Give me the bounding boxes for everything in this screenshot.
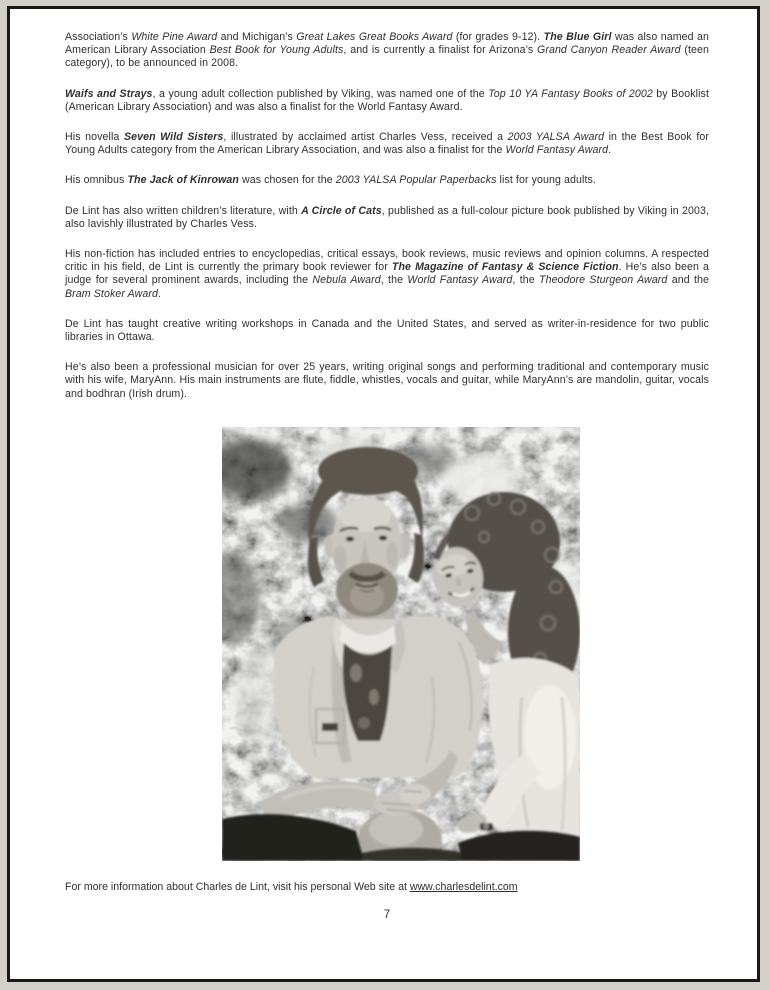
text-run: (teen category), to be announced in 2008. <box>65 44 709 70</box>
text-run: , and is currently a finalist for Arizona’s <box>343 44 537 57</box>
document-page <box>7 6 760 982</box>
photo-image <box>222 427 580 861</box>
text-run: was chosen for the <box>238 174 336 187</box>
paragraph <box>65 88 709 114</box>
text-run: Waifs and Strays <box>65 87 153 100</box>
text-run: 2003 YALSA Popular Paperbacks <box>335 174 497 187</box>
text-run: Grand Canyon Reader Award <box>536 44 681 57</box>
text-run: De Lint has also written children’s literature, with <box>65 204 302 217</box>
paragraph <box>65 318 709 344</box>
text-run: World Fantasy Award <box>407 274 513 287</box>
text-run: De Lint has taught creative writing workshops in Canada and the United States, and served as writer-in-residence for two public libraries in Ottawa. <box>65 317 709 344</box>
text-run: Best Book for Young Adults <box>209 44 344 57</box>
text-run: Nebula Award <box>312 274 381 287</box>
text-run: , the <box>512 274 539 287</box>
text-run: 2003 YALSA Award <box>507 131 605 144</box>
text-run: His omnibus <box>65 174 128 187</box>
text-run: . <box>157 287 162 300</box>
paragraph <box>65 31 709 71</box>
text-run: His non-fiction has included entries to encyclopedias, critical essays, book reviews, music reviews and opinion columns. A respected critic in his field, de Lint is currently the primary book reviewer for <box>65 248 709 274</box>
text-run: , a young adult collection published by Viking, was named one of the <box>152 87 489 100</box>
website-link[interactable]: www.charlesdelint.com <box>409 880 518 893</box>
footer-text: For more information about Charles de Lint, visit his personal Web site at <box>65 880 410 893</box>
paragraphs <box>65 31 709 401</box>
paragraph <box>65 205 709 231</box>
text-run: , illustrated by acclaimed artist Charles Vess, received a <box>223 131 508 144</box>
text-run: Top 10 YA Fantasy Books of 2002 <box>488 87 653 100</box>
text-run: Bram Stoker Award <box>65 287 158 300</box>
page-number: 7 <box>383 909 391 922</box>
text-run: His novella <box>65 131 124 144</box>
paragraph <box>65 174 709 187</box>
text-run: list for young adults. <box>496 174 596 187</box>
text-run: A Circle of Cats <box>301 204 382 217</box>
text-run: The Jack of Kinrowan <box>127 174 239 187</box>
text-run: in the Best Book for Young Adults category from the American Library Association, and was also a finalist for the <box>65 131 709 157</box>
text-run: by Booklist (American Library Association) and was also a finalist for the World Fantasy Award. <box>65 87 709 113</box>
text-run: World Fantasy Award <box>505 144 609 157</box>
text-run: Theodore Sturgeon Award <box>539 274 668 287</box>
text-run: The Magazine of Fantasy & Science Fiction <box>391 261 619 274</box>
text-run: White Pine Award <box>131 31 218 43</box>
author-photo <box>222 427 580 861</box>
text-run: and Michigan’s <box>217 31 297 43</box>
footer-note <box>65 881 709 894</box>
text-run: was also named an American Library Association <box>65 31 709 57</box>
text-run: Great Lakes Great Books Award <box>296 31 453 43</box>
text-run: , the <box>380 274 408 287</box>
paragraph <box>65 361 709 401</box>
text-run: . He’s also been a judge for several prominent awards, including the <box>65 261 709 287</box>
text-run: . <box>608 144 612 157</box>
text-run: The Blue Girl <box>543 31 612 43</box>
text-run: and the <box>667 274 709 287</box>
text-run: (for grades 9-12). <box>452 31 544 43</box>
text-run: , published as a full-colour picture book published by Viking in 2003, also lavishly illustrated by Charles Vess. <box>65 204 709 230</box>
text-run: He’s also been a professional musician for over 25 years, writing original songs and performing traditional and contemporary music with his wife, MaryAnn. His main instruments are flute, fiddle, whistles, vocals and guitar, while MaryAnn’s are mandolin, guitar, vocals and bodhran (Irish drum). <box>65 361 709 400</box>
paragraph <box>65 131 709 157</box>
paragraph <box>65 248 709 301</box>
page-content <box>10 9 757 922</box>
text-run: Seven Wild Sisters <box>123 131 224 144</box>
text-run: Association’s <box>65 31 132 43</box>
